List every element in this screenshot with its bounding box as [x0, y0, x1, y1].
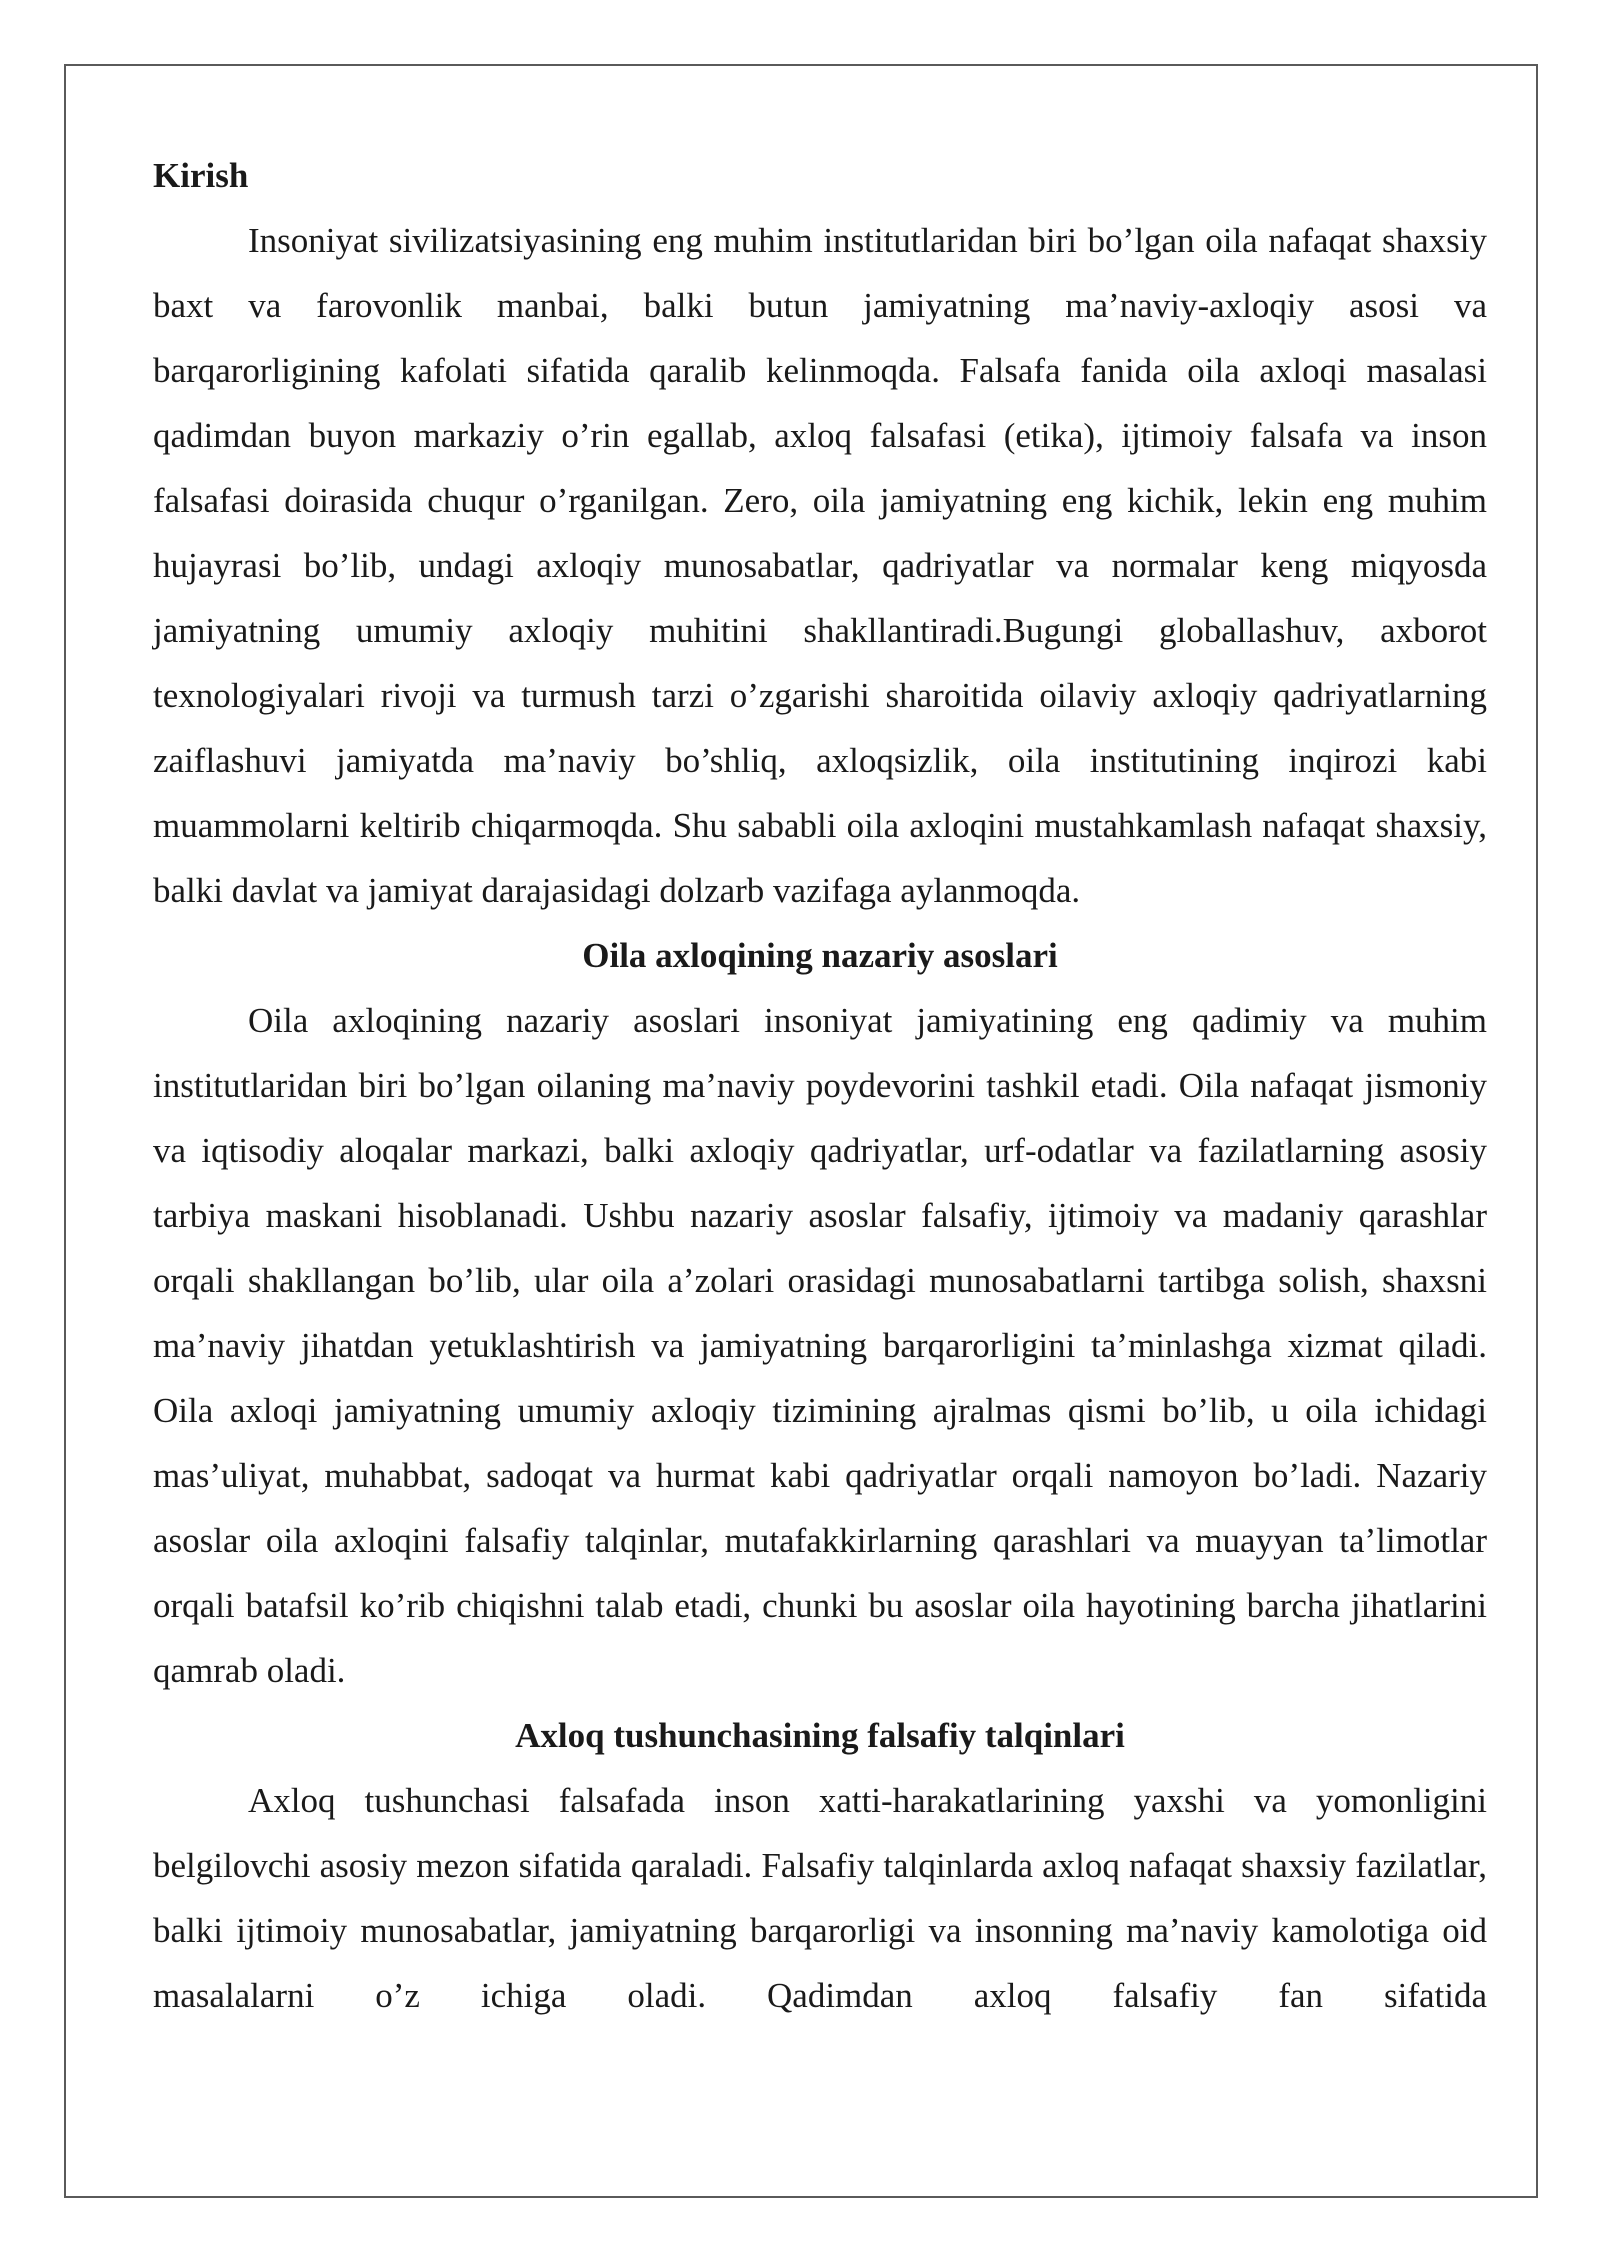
intro-heading: Kirish: [153, 156, 249, 195]
section-paragraph-theoretical-foundations: Oila axloqining nazariy asoslari insoniyat jamiyatining eng qadimiy va muhim institutlaridan biri bo’lgan oilaning ma’naviy poydevorini tashkil etadi. Oila nafaqat jismoniy va iqtisodiy aloqalar markazi, balki axloqiy qadriyatlar, urf-odatlar va fazilatlarning asosiy tarbiya maskani hisoblanadi. Ushbu nazariy asoslar falsafiy, ijtimoiy va madaniy qarashlar orqali shakllangan bo’lib, ular oila a’zolari orasidagi munosabatlarni tartibga solish, shaxsni ma’naviy jihatdan yetuklashtirish va jamiyatning barqarorligini ta’minlashga xizmat qiladi. Oila axloqi jamiyatning umumiy axloqiy tizimining ajralmas qismi bo’lib, u oila ichidagi mas’uliyat, muhabbat, sadoqat va hurmat kabi qadriyatlar orqali namoyon bo’ladi. Nazariy asoslar oila axloqini falsafiy talqinlar, mutafakkirlarning qarashlari va muayyan ta’limotlar orqali batafsil ko’rib chiqishni talab etadi, chunki bu asoslar oila hayotining barcha jihatlarini qamrab oladi.: [153, 1001, 1487, 1690]
section-paragraph-philosophical-interpretations: Axloq tushunchasi falsafada inson xatti-harakatlarining yaxshi va yomonligini belgilovchi asosiy mezon sifatida qaraladi. Falsafiy talqinlarda axloq nafaqat shaxsiy fazilatlar, balki ijtimoiy munosabatlar, jamiyatning barqarorligi va insonning ma’naviy kamolotiga oid masalalarni o’z ichiga oladi. Qadimdan axloq falsafiy fan sifatida: [153, 1781, 1487, 2015]
intro-paragraph: Insoniyat sivilizatsiyasining eng muhim institutlaridan biri bo’lgan oila nafaqat shaxsiy baxt va farovonlik manbai, balki butun jamiyatning ma’naviy-axloqiy asosi va barqarorligining kafolati sifatida qaralib kelinmoqda. Falsafa fanida oila axloqi masalasi qadimdan buyon markaziy o’rin egallab, axloq falsafasi (etika), ijtimoiy falsafa va inson falsafasi doirasida chuqur o’rganilgan. Zero, oila jamiyatning eng kichik, lekin eng muhim hujayrasi bo’lib, undagi axloqiy munosabatlar, qadriyatlar va normalar keng miqyosda jamiyatning umumiy axloqiy muhitini shakllantiradi.Bugungi globallashuv, axborot texnologiyalari rivoji va turmush tarzi o’zgarishi sharoitida oilaviy axloqiy qadriyatlarning zaiflashuvi jamiyatda ma’naviy bo’shliq, axloqsizlik, oila institutining inqirozi kabi muammolarni keltirib chiqarmoqda. Shu sababli oila axloqini mustahkamlash nafaqat shaxsiy, balki davlat va jamiyat darajasidagi dolzarb vazifaga aylanmoqda.: [153, 221, 1487, 910]
section-heading-philosophical-interpretations: Axloq tushunchasining falsafiy talqinlari: [515, 1716, 1125, 1755]
section-heading-theoretical-foundations: Oila axloqining nazariy asoslari: [582, 936, 1058, 975]
document-body: [153, 143, 1487, 2028]
